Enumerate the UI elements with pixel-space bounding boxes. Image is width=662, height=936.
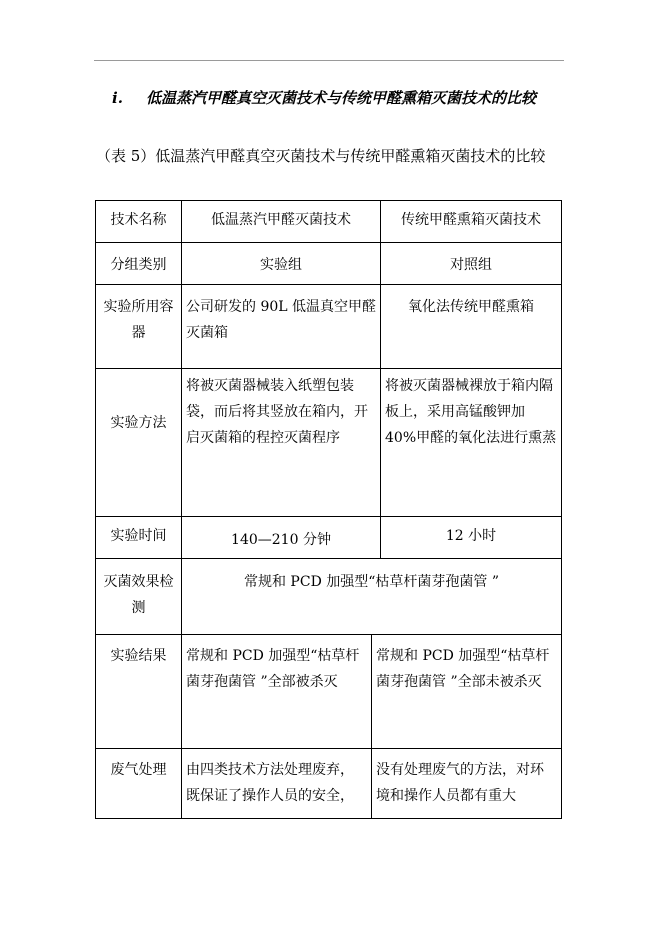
table-row	[96, 635, 562, 749]
table-row	[96, 243, 562, 285]
row-label: 废气处理	[96, 749, 182, 819]
cell-trad: 常规和 PCD 加强型“枯草杆菌芽孢菌管 ”全部未被杀灭	[372, 635, 562, 749]
table-row	[96, 749, 562, 819]
cell-trad: 将被灭菌器械裸放于箱内隔板上，采用高锰酸钾加 40%甲醛的氧化法进行熏蒸	[381, 369, 562, 517]
cell-low: 常规和 PCD 加强型“枯草杆菌芽孢菌管 ”全部被杀灭	[182, 635, 372, 749]
section-title: 低温蒸汽甲醛真空灭菌技术与传统甲醛熏箱灭菌技术的比较	[146, 89, 537, 107]
table-row	[96, 285, 562, 369]
cell-trad: 对照组	[381, 243, 562, 285]
cell-trad: 12 小时	[381, 517, 562, 559]
cell-low: 140—210 分钟	[182, 517, 381, 559]
cell-low: 由四类技术方法处理废弃，既保证了操作人员的安全，	[182, 749, 372, 819]
row-label: 灭菌效果检测	[96, 559, 182, 635]
section-heading	[112, 87, 536, 108]
cell-low: 将被灭菌器械装入纸塑包装袋，而后将其竖放在箱内，开启灭菌箱的程控灭菌程序	[182, 369, 381, 517]
table-row	[96, 201, 562, 243]
table-row	[96, 559, 562, 635]
cell-low: 公司研发的 90L 低温真空甲醛灭菌箱	[182, 285, 381, 369]
comparison-table	[95, 200, 562, 819]
row-label: 技术名称	[96, 201, 182, 243]
row-label: 分组类别	[96, 243, 182, 285]
cell-trad: 氧化法传统甲醛熏箱	[381, 285, 562, 369]
row-label: 实验所用容器	[96, 285, 182, 369]
section-number: i.	[112, 89, 123, 107]
table-row	[96, 517, 562, 559]
cell-trad: 没有处理废气的方法，对环境和操作人员都有重大	[372, 749, 562, 819]
row-label: 实验时间	[96, 517, 182, 559]
traditional-header: 传统甲醛熏箱灭菌技术	[381, 201, 562, 243]
top-divider	[94, 60, 564, 61]
cell-low: 实验组	[182, 243, 381, 285]
row-label: 实验方法	[96, 369, 182, 517]
low-temp-header: 低温蒸汽甲醛灭菌技术	[182, 201, 381, 243]
table-caption: （表 5）低温蒸汽甲醛真空灭菌技术与传统甲醛熏箱灭菌技术的比较	[96, 147, 546, 165]
table-row	[96, 369, 562, 517]
row-label: 实验结果	[96, 635, 182, 749]
cell-detection: 常规和 PCD 加强型“枯草杆菌芽孢菌管 ”	[182, 559, 562, 635]
